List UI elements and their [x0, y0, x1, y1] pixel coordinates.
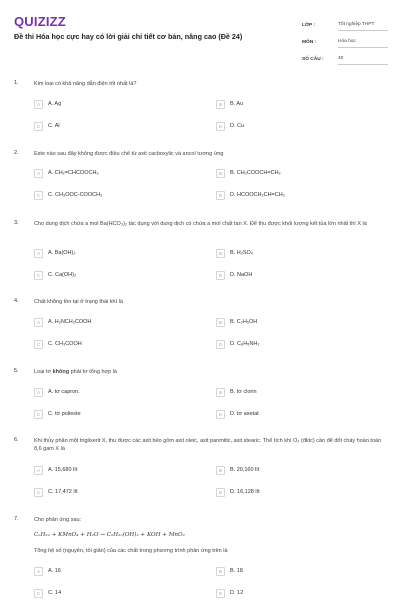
quizizz-logo: QUIZIZZ	[14, 14, 66, 29]
option-text: B. H₂SO₄	[230, 250, 254, 256]
option-text: D. Cu	[230, 123, 245, 129]
question-number: 4.	[14, 298, 19, 304]
question-text: Este nào sau đây không được điều chế từ axit cacboxylic và ancol tương ứng	[34, 151, 224, 157]
option-text: B. CH₃COOCH=CH₂	[230, 170, 281, 176]
worksheet-meta	[302, 14, 388, 65]
option-letter-box: A	[34, 567, 43, 576]
option-letter-box: D	[216, 191, 225, 200]
option-letter-box: C	[34, 271, 43, 280]
question-text-bold: không	[52, 369, 70, 375]
option-letter-box: B	[216, 567, 225, 576]
question-number: 5.	[14, 368, 19, 374]
option-b[interactable]	[216, 100, 376, 111]
option-a[interactable]	[34, 388, 194, 399]
option-text: C. Ca(OH)₂	[48, 272, 77, 278]
option-text: A. tơ capron.	[48, 389, 80, 395]
option-d[interactable]	[216, 122, 376, 133]
option-letter-box: C	[34, 410, 43, 419]
option-letter-box: C	[34, 122, 43, 131]
option-text: B. C₂H₅OH	[230, 319, 258, 325]
question-text: Kim loại có khả năng dẫn điện tốt nhất là?	[34, 81, 137, 87]
option-c[interactable]	[34, 191, 194, 202]
option-letter-box: D	[216, 589, 225, 598]
option-text: C. CH₃OOC-COOCH₃	[48, 192, 103, 198]
question-number: 2.	[14, 150, 19, 156]
option-letter-box: A	[34, 100, 43, 109]
meta-subject-value: Hóa học	[338, 39, 388, 48]
option-text: A. Ag	[48, 101, 62, 107]
worksheet-title: Đề thi Hóa học cực hay có lời giải chi tiết cơ bản, nâng cao (Đề 24)	[14, 32, 243, 41]
option-d[interactable]	[216, 410, 376, 421]
option-letter-box: C	[34, 191, 43, 200]
option-letter-box: B	[216, 466, 225, 475]
option-letter-box: B	[216, 169, 225, 178]
option-a[interactable]	[34, 100, 194, 111]
option-text: B. 18	[230, 568, 243, 574]
option-text: C. Al	[48, 123, 60, 129]
question-tail-text: Tổng hệ số (nguyên, tối giản) của các chất trong phương trình phản ứng trên là	[34, 548, 228, 554]
option-text: A. H₂NCH₂COOH	[48, 319, 92, 325]
option-text: C. tơ polieste	[48, 411, 81, 417]
option-b[interactable]	[216, 249, 376, 260]
option-text: B. 20,160 lít	[230, 467, 260, 473]
meta-class-row	[302, 14, 388, 31]
meta-count-label: SỐ CÂU :	[302, 57, 324, 62]
option-letter-box: A	[34, 318, 43, 327]
option-a[interactable]	[34, 249, 194, 260]
option-text: A. CH₂=CHCOOCH₃	[48, 170, 99, 176]
option-letter-box: D	[216, 488, 225, 497]
option-letter-box: A	[34, 466, 43, 475]
option-c[interactable]	[34, 410, 194, 421]
option-text: A. Ba(OH)₂	[48, 250, 76, 256]
question-number: 6.	[14, 437, 19, 443]
option-letter-box: A	[34, 388, 43, 397]
option-d[interactable]	[216, 191, 376, 202]
option-a[interactable]	[34, 318, 194, 329]
option-letter-box: D	[216, 410, 225, 419]
option-a[interactable]	[34, 466, 194, 477]
question-number: 1.	[14, 80, 19, 86]
option-d[interactable]	[216, 340, 376, 351]
option-letter-box: B	[216, 388, 225, 397]
question-text: Chất không tồn tại ở trạng thái khí là	[34, 299, 123, 305]
meta-subject-row	[302, 31, 388, 48]
option-b[interactable]	[216, 169, 376, 180]
option-b[interactable]	[216, 388, 376, 399]
option-b[interactable]	[216, 318, 376, 329]
question-number: 7.	[14, 516, 19, 522]
option-d[interactable]	[216, 488, 376, 499]
option-text: D. C₆H₅NH₂	[230, 341, 260, 347]
question-text: Cho phản ứng sau:	[34, 517, 82, 523]
option-text: D. HCOOCH₂CH=CH₂	[230, 192, 285, 198]
option-d[interactable]	[216, 271, 376, 282]
option-b[interactable]	[216, 567, 376, 578]
option-letter-box: B	[216, 318, 225, 327]
option-text: C. 14	[48, 590, 62, 596]
option-text: D. NaOH	[230, 272, 253, 278]
option-letter-box: C	[34, 340, 43, 349]
option-c[interactable]	[34, 488, 194, 499]
meta-class-label: LỚP :	[302, 23, 316, 28]
meta-subject-label: MÔN :	[302, 40, 317, 45]
option-c[interactable]	[34, 122, 194, 133]
option-text: B. tơ clorin	[230, 389, 257, 395]
option-c[interactable]	[34, 589, 194, 600]
option-letter-box: A	[34, 249, 43, 258]
option-letter-box: C	[34, 589, 43, 598]
option-letter-box: D	[216, 122, 225, 131]
option-text: A. 16	[48, 568, 61, 574]
option-text: C. CH₃COOH	[48, 341, 82, 347]
option-c[interactable]	[34, 340, 194, 351]
question-text: Cho dung dịch chứa a mol Ba(HCO₃)₂ tác dụng với dung dịch có chứa a mol chất tan X. Để thu được khối lượng kết tủa lớn nhất thì X là	[34, 221, 367, 227]
option-text: D. 12	[230, 590, 244, 596]
option-text: D. tơ axetat	[230, 411, 259, 417]
worksheet-header	[0, 0, 400, 70]
option-letter-box: D	[216, 340, 225, 349]
meta-count-row	[302, 48, 388, 65]
reaction-formula: CₙH₂ₙ + KMnO₄ + H₂O → CₙH₂ₙ(OH)₂ + KOH + MnO₂	[34, 532, 185, 538]
question-number: 3.	[14, 220, 19, 226]
option-c[interactable]	[34, 271, 194, 282]
option-b[interactable]	[216, 466, 376, 477]
option-a[interactable]	[34, 169, 194, 180]
option-letter-box: C	[34, 488, 43, 497]
option-letter-box: B	[216, 100, 225, 109]
option-text: A. 15,680 lít	[48, 467, 78, 473]
question-text	[34, 368, 386, 376]
option-text: D. 16,128 lít	[230, 489, 260, 495]
option-letter-box: D	[216, 271, 225, 280]
question-text-pre: Loại tơ	[34, 369, 53, 375]
option-text: C. 17,472 lít	[48, 489, 78, 495]
option-letter-box: B	[216, 249, 225, 258]
option-d[interactable]	[216, 589, 376, 600]
option-a[interactable]	[34, 567, 194, 578]
meta-count-value: 40	[338, 56, 388, 65]
question-text: Khi thủy phân một triglixerit X, thu được các axit béo gồm axit oleic, axit panmitic, axit stearic. Thể tích khí O₂ (đktc) cần để đốt cháy hoàn toàn 8,6 gam X là	[34, 438, 382, 452]
question-text-post: phải tơ tổng hợp là	[69, 369, 117, 375]
option-letter-box: A	[34, 169, 43, 178]
meta-class-value: Tốt nghiệp THPT	[338, 22, 388, 31]
option-text: B. Au	[230, 101, 244, 107]
